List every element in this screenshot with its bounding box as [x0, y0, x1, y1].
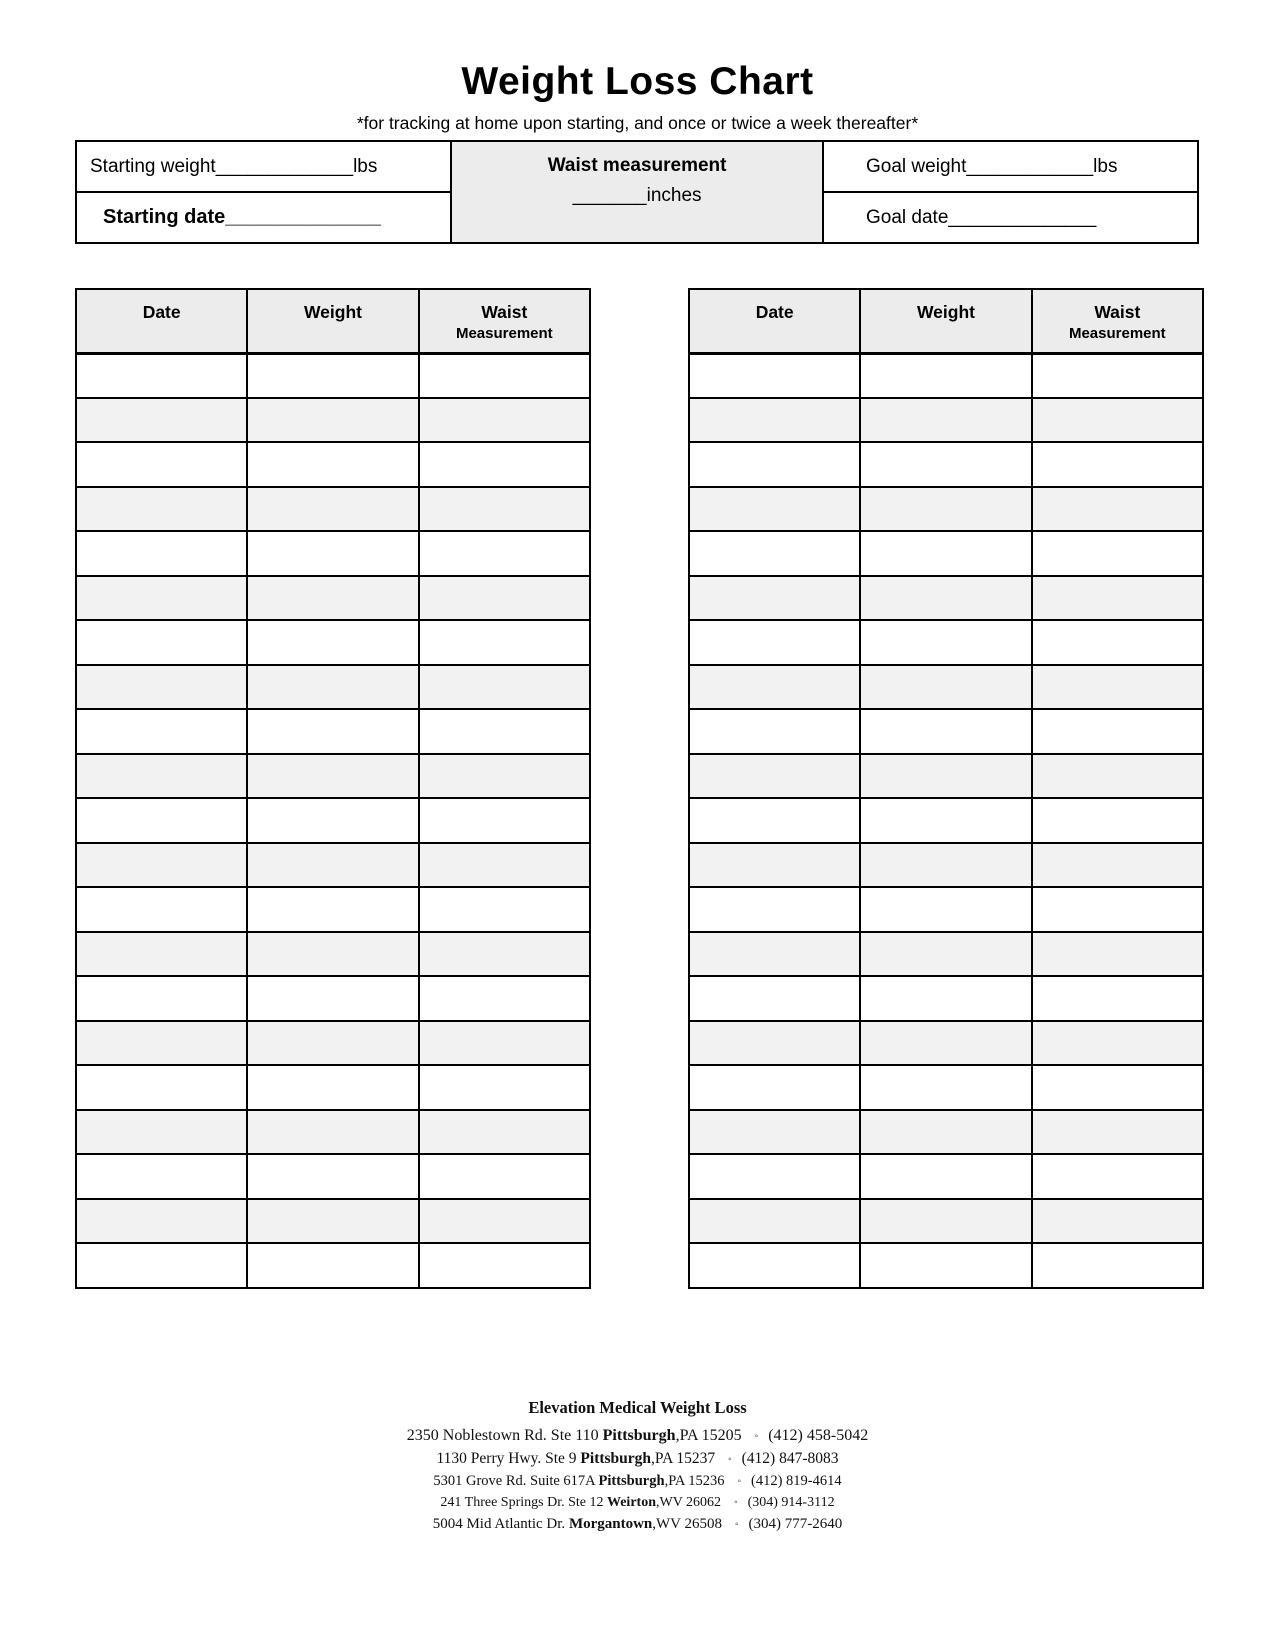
- table-cell: [247, 620, 418, 665]
- table-cell: [247, 798, 418, 843]
- table-cell: [247, 754, 418, 799]
- table-cell: [860, 1021, 1031, 1066]
- table-cell: [419, 1154, 590, 1199]
- table-cell: [1032, 576, 1203, 621]
- starting-weight-blank: _____________: [215, 155, 354, 177]
- table-cell: [689, 487, 860, 532]
- table-row: [689, 887, 1203, 932]
- table-row: [689, 932, 1203, 977]
- table-cell: [860, 1243, 1031, 1288]
- table-row: [689, 620, 1203, 665]
- column-header: Date: [76, 289, 247, 353]
- location-line: [0, 1495, 1275, 1511]
- table-cell: [689, 798, 860, 843]
- table-cell: [76, 1199, 247, 1244]
- table-cell: [419, 620, 590, 665]
- table-cell: [1032, 398, 1203, 443]
- goal-weight-label: Goal weight: [866, 155, 967, 177]
- table-cell: [1032, 1154, 1203, 1199]
- table-cell: [419, 487, 590, 532]
- location-line: [0, 1473, 1275, 1490]
- table-cell: [247, 932, 418, 977]
- table-row: [76, 620, 590, 665]
- starting-weight-label: Starting weight: [90, 155, 216, 177]
- table-cell: [76, 1243, 247, 1288]
- table-row: [76, 843, 590, 888]
- table-row: [76, 487, 590, 532]
- location-line: [0, 1516, 1275, 1533]
- table-cell: [1032, 887, 1203, 932]
- goal-weight-unit: lbs: [1093, 155, 1118, 177]
- table-cell: [689, 754, 860, 799]
- table-cell: [689, 887, 860, 932]
- table-cell: [76, 353, 247, 398]
- goal-date-label: Goal date: [866, 206, 949, 228]
- goal-date-blank: ______________: [948, 206, 1097, 228]
- location-city: Weirton: [606, 1495, 656, 1510]
- table-cell: [689, 932, 860, 977]
- table-cell: [76, 620, 247, 665]
- table-row: [76, 442, 590, 487]
- table-row: [76, 798, 590, 843]
- table-cell: [419, 754, 590, 799]
- table-cell: [419, 353, 590, 398]
- table-cell: [76, 1110, 247, 1155]
- table-row: [689, 754, 1203, 799]
- table-cell: [1032, 798, 1203, 843]
- table-row: [76, 353, 590, 398]
- table-cell: [860, 1199, 1031, 1244]
- table-row: [76, 576, 590, 621]
- table-cell: [689, 709, 860, 754]
- tracking-tables: [75, 288, 1204, 1289]
- table-cell: [689, 665, 860, 710]
- table-cell: [419, 1199, 590, 1244]
- table-row: [689, 798, 1203, 843]
- table-row: [76, 709, 590, 754]
- page-title: Weight Loss Chart: [461, 60, 814, 103]
- waist-measurement-box: [452, 142, 824, 242]
- location-address: 5301 Grove Rd. Suite 617A: [433, 1473, 599, 1489]
- table-row: [76, 976, 590, 1021]
- table-cell: [1032, 620, 1203, 665]
- starting-date-blank: ______________: [225, 206, 381, 228]
- table-cell: [1032, 1021, 1203, 1066]
- column-header: Waist Measurement: [1032, 289, 1203, 353]
- table-cell: [689, 1199, 860, 1244]
- table-row: [76, 1154, 590, 1199]
- table-cell: [419, 665, 590, 710]
- table-cell: [1032, 353, 1203, 398]
- table-cell: [860, 620, 1031, 665]
- location-city: Pittsburgh: [602, 1427, 676, 1444]
- table-cell: [247, 1199, 418, 1244]
- table-row: [76, 1065, 590, 1110]
- table-cell: [76, 709, 247, 754]
- table-cell: [860, 487, 1031, 532]
- table-cell: [860, 398, 1031, 443]
- table-cell: [1032, 754, 1203, 799]
- table-cell: [419, 1110, 590, 1155]
- table-cell: [419, 1243, 590, 1288]
- table-cell: [860, 798, 1031, 843]
- table-row: [76, 1021, 590, 1066]
- table-cell: [247, 398, 418, 443]
- table-row: [689, 576, 1203, 621]
- table-row: [76, 531, 590, 576]
- table-header-row: [689, 289, 1203, 353]
- table-cell: [247, 487, 418, 532]
- table-row: [689, 843, 1203, 888]
- table-cell: [860, 1065, 1031, 1110]
- starting-weight-unit: lbs: [353, 155, 378, 177]
- table-cell: [1032, 1110, 1203, 1155]
- table-cell: [419, 976, 590, 1021]
- table-row: [76, 1243, 590, 1288]
- location-address: 5004 Mid Atlantic Dr.: [432, 1516, 569, 1532]
- table-cell: [247, 353, 418, 398]
- table-cell: [247, 887, 418, 932]
- table-row: [689, 976, 1203, 1021]
- footer: [0, 1398, 1275, 1538]
- table-row: [689, 442, 1203, 487]
- table-cell: [76, 665, 247, 710]
- table-cell: [76, 398, 247, 443]
- waist-measurement-field: [452, 185, 822, 207]
- table-cell: [689, 576, 860, 621]
- location-region: ,PA 15236: [664, 1473, 725, 1489]
- table-cell: [419, 843, 590, 888]
- table-cell: [689, 620, 860, 665]
- table-cell: [76, 487, 247, 532]
- table-cell: [1032, 932, 1203, 977]
- table-cell: [247, 665, 418, 710]
- table-row: [689, 353, 1203, 398]
- table-cell: [247, 1154, 418, 1199]
- starting-date-field: [77, 193, 450, 242]
- separator-circle-icon: ◦: [734, 1497, 738, 1508]
- table-cell: [247, 843, 418, 888]
- table-cell: [76, 1154, 247, 1199]
- table-cell: [247, 976, 418, 1021]
- clinic-name: Elevation Medical Weight Loss: [528, 1398, 747, 1417]
- table-cell: [860, 353, 1031, 398]
- table-cell: [76, 887, 247, 932]
- table-cell: [1032, 1243, 1203, 1288]
- table-cell: [689, 398, 860, 443]
- table-row: [76, 754, 590, 799]
- location-region: ,PA 15205: [675, 1427, 742, 1444]
- goal-date-field: [824, 193, 1197, 242]
- table-cell: [247, 1065, 418, 1110]
- location-region: ,PA 15237: [651, 1450, 716, 1467]
- column-header: Weight: [247, 289, 418, 353]
- table-cell: [860, 1110, 1031, 1155]
- table-cell: [689, 442, 860, 487]
- table-cell: [860, 932, 1031, 977]
- table-cell: [419, 531, 590, 576]
- starting-weight-field: [77, 142, 450, 193]
- table-cell: [1032, 976, 1203, 1021]
- table-cell: [247, 442, 418, 487]
- table-cell: [419, 887, 590, 932]
- table-row: [689, 1065, 1203, 1110]
- table-cell: [689, 976, 860, 1021]
- table-cell: [860, 1154, 1031, 1199]
- table-row: [76, 398, 590, 443]
- table-cell: [419, 442, 590, 487]
- table-cell: [860, 887, 1031, 932]
- table-cell: [689, 843, 860, 888]
- location-phone: (412) 847-8083: [741, 1450, 839, 1467]
- waist-measurement-label: Waist measurement: [547, 155, 727, 176]
- location-city: Pittsburgh: [598, 1473, 665, 1489]
- location-line: [0, 1427, 1275, 1445]
- location-city: Pittsburgh: [580, 1450, 652, 1467]
- location-address: 241 Three Springs Dr. Ste 12: [440, 1495, 607, 1510]
- table-cell: [1032, 531, 1203, 576]
- column-header: Waist Measurement: [419, 289, 590, 353]
- table-cell: [247, 576, 418, 621]
- table-cell: [76, 531, 247, 576]
- table-cell: [76, 576, 247, 621]
- table-row: [76, 665, 590, 710]
- table-row: [76, 1199, 590, 1244]
- location-address: 2350 Noblestown Rd. Ste 110: [406, 1427, 603, 1444]
- table-cell: [247, 1110, 418, 1155]
- table-cell: [1032, 709, 1203, 754]
- table-cell: [247, 531, 418, 576]
- table-cell: [860, 754, 1031, 799]
- table-cell: [76, 976, 247, 1021]
- table-cell: [419, 576, 590, 621]
- table-cell: [419, 1021, 590, 1066]
- table-cell: [419, 798, 590, 843]
- starting-info-column: [77, 142, 452, 242]
- location-phone: (304) 777-2640: [748, 1516, 843, 1532]
- location-city: Morgantown: [568, 1516, 653, 1532]
- location-phone: (304) 914-3112: [747, 1495, 835, 1510]
- separator-circle-icon: ◦: [754, 1431, 759, 1442]
- separator-circle-icon: ◦: [735, 1519, 739, 1530]
- starting-date-label: Starting date: [103, 206, 226, 228]
- table-row: [76, 932, 590, 977]
- location-phone: (412) 819-4614: [751, 1473, 842, 1489]
- table-row: [689, 1021, 1203, 1066]
- location-line: [0, 1450, 1275, 1468]
- table-cell: [1032, 442, 1203, 487]
- table-cell: [860, 665, 1031, 710]
- table-cell: [860, 531, 1031, 576]
- table-cell: [1032, 487, 1203, 532]
- table-cell: [247, 709, 418, 754]
- location-region: ,WV 26062: [655, 1495, 722, 1510]
- log-table-right: [688, 288, 1204, 1289]
- table-row: [689, 1243, 1203, 1288]
- goal-info-column: [824, 142, 1197, 242]
- table-cell: [419, 709, 590, 754]
- table-row: [689, 1110, 1203, 1155]
- table-cell: [689, 1154, 860, 1199]
- table-cell: [689, 1021, 860, 1066]
- page-subtitle: *for tracking at home upon starting, and once or twice a week thereafter*: [356, 113, 919, 133]
- table-cell: [689, 1065, 860, 1110]
- location-region: ,WV 26508: [652, 1516, 722, 1532]
- table-cell: [1032, 1199, 1203, 1244]
- goal-weight-field: [824, 142, 1197, 193]
- location-address: 1130 Perry Hwy. Ste 9: [436, 1450, 581, 1467]
- table-cell: [76, 843, 247, 888]
- column-header: Weight: [860, 289, 1031, 353]
- column-header: Date: [689, 289, 860, 353]
- waist-unit: inches: [646, 185, 702, 206]
- table-cell: [689, 531, 860, 576]
- table-row: [76, 1110, 590, 1155]
- table-cell: [76, 442, 247, 487]
- table-header-row: [76, 289, 590, 353]
- location-phone: (412) 458-5042: [768, 1427, 869, 1444]
- goal-weight-blank: ____________: [966, 155, 1094, 177]
- table-cell: [419, 932, 590, 977]
- table-row: [689, 665, 1203, 710]
- table-cell: [419, 398, 590, 443]
- log-table-left: [75, 288, 591, 1289]
- table-cell: [247, 1021, 418, 1066]
- table-cell: [419, 1065, 590, 1110]
- table-row: [689, 398, 1203, 443]
- table-cell: [1032, 1065, 1203, 1110]
- table-cell: [76, 932, 247, 977]
- table-row: [689, 709, 1203, 754]
- table-row: [689, 531, 1203, 576]
- table-row: [76, 887, 590, 932]
- separator-circle-icon: ◦: [728, 1454, 732, 1465]
- table-cell: [1032, 843, 1203, 888]
- table-row: [689, 487, 1203, 532]
- table-cell: [860, 709, 1031, 754]
- table-row: [689, 1199, 1203, 1244]
- table-cell: [689, 1243, 860, 1288]
- table-cell: [860, 843, 1031, 888]
- table-cell: [860, 976, 1031, 1021]
- table-cell: [76, 1021, 247, 1066]
- summary-box: [75, 140, 1199, 244]
- waist-blank: _______: [572, 185, 647, 206]
- table-cell: [860, 442, 1031, 487]
- table-cell: [247, 1243, 418, 1288]
- table-row: [689, 1154, 1203, 1199]
- table-cell: [860, 576, 1031, 621]
- table-cell: [76, 754, 247, 799]
- table-cell: [689, 353, 860, 398]
- table-cell: [76, 798, 247, 843]
- separator-circle-icon: ◦: [737, 1476, 742, 1487]
- table-cell: [1032, 665, 1203, 710]
- table-cell: [76, 1065, 247, 1110]
- table-cell: [689, 1110, 860, 1155]
